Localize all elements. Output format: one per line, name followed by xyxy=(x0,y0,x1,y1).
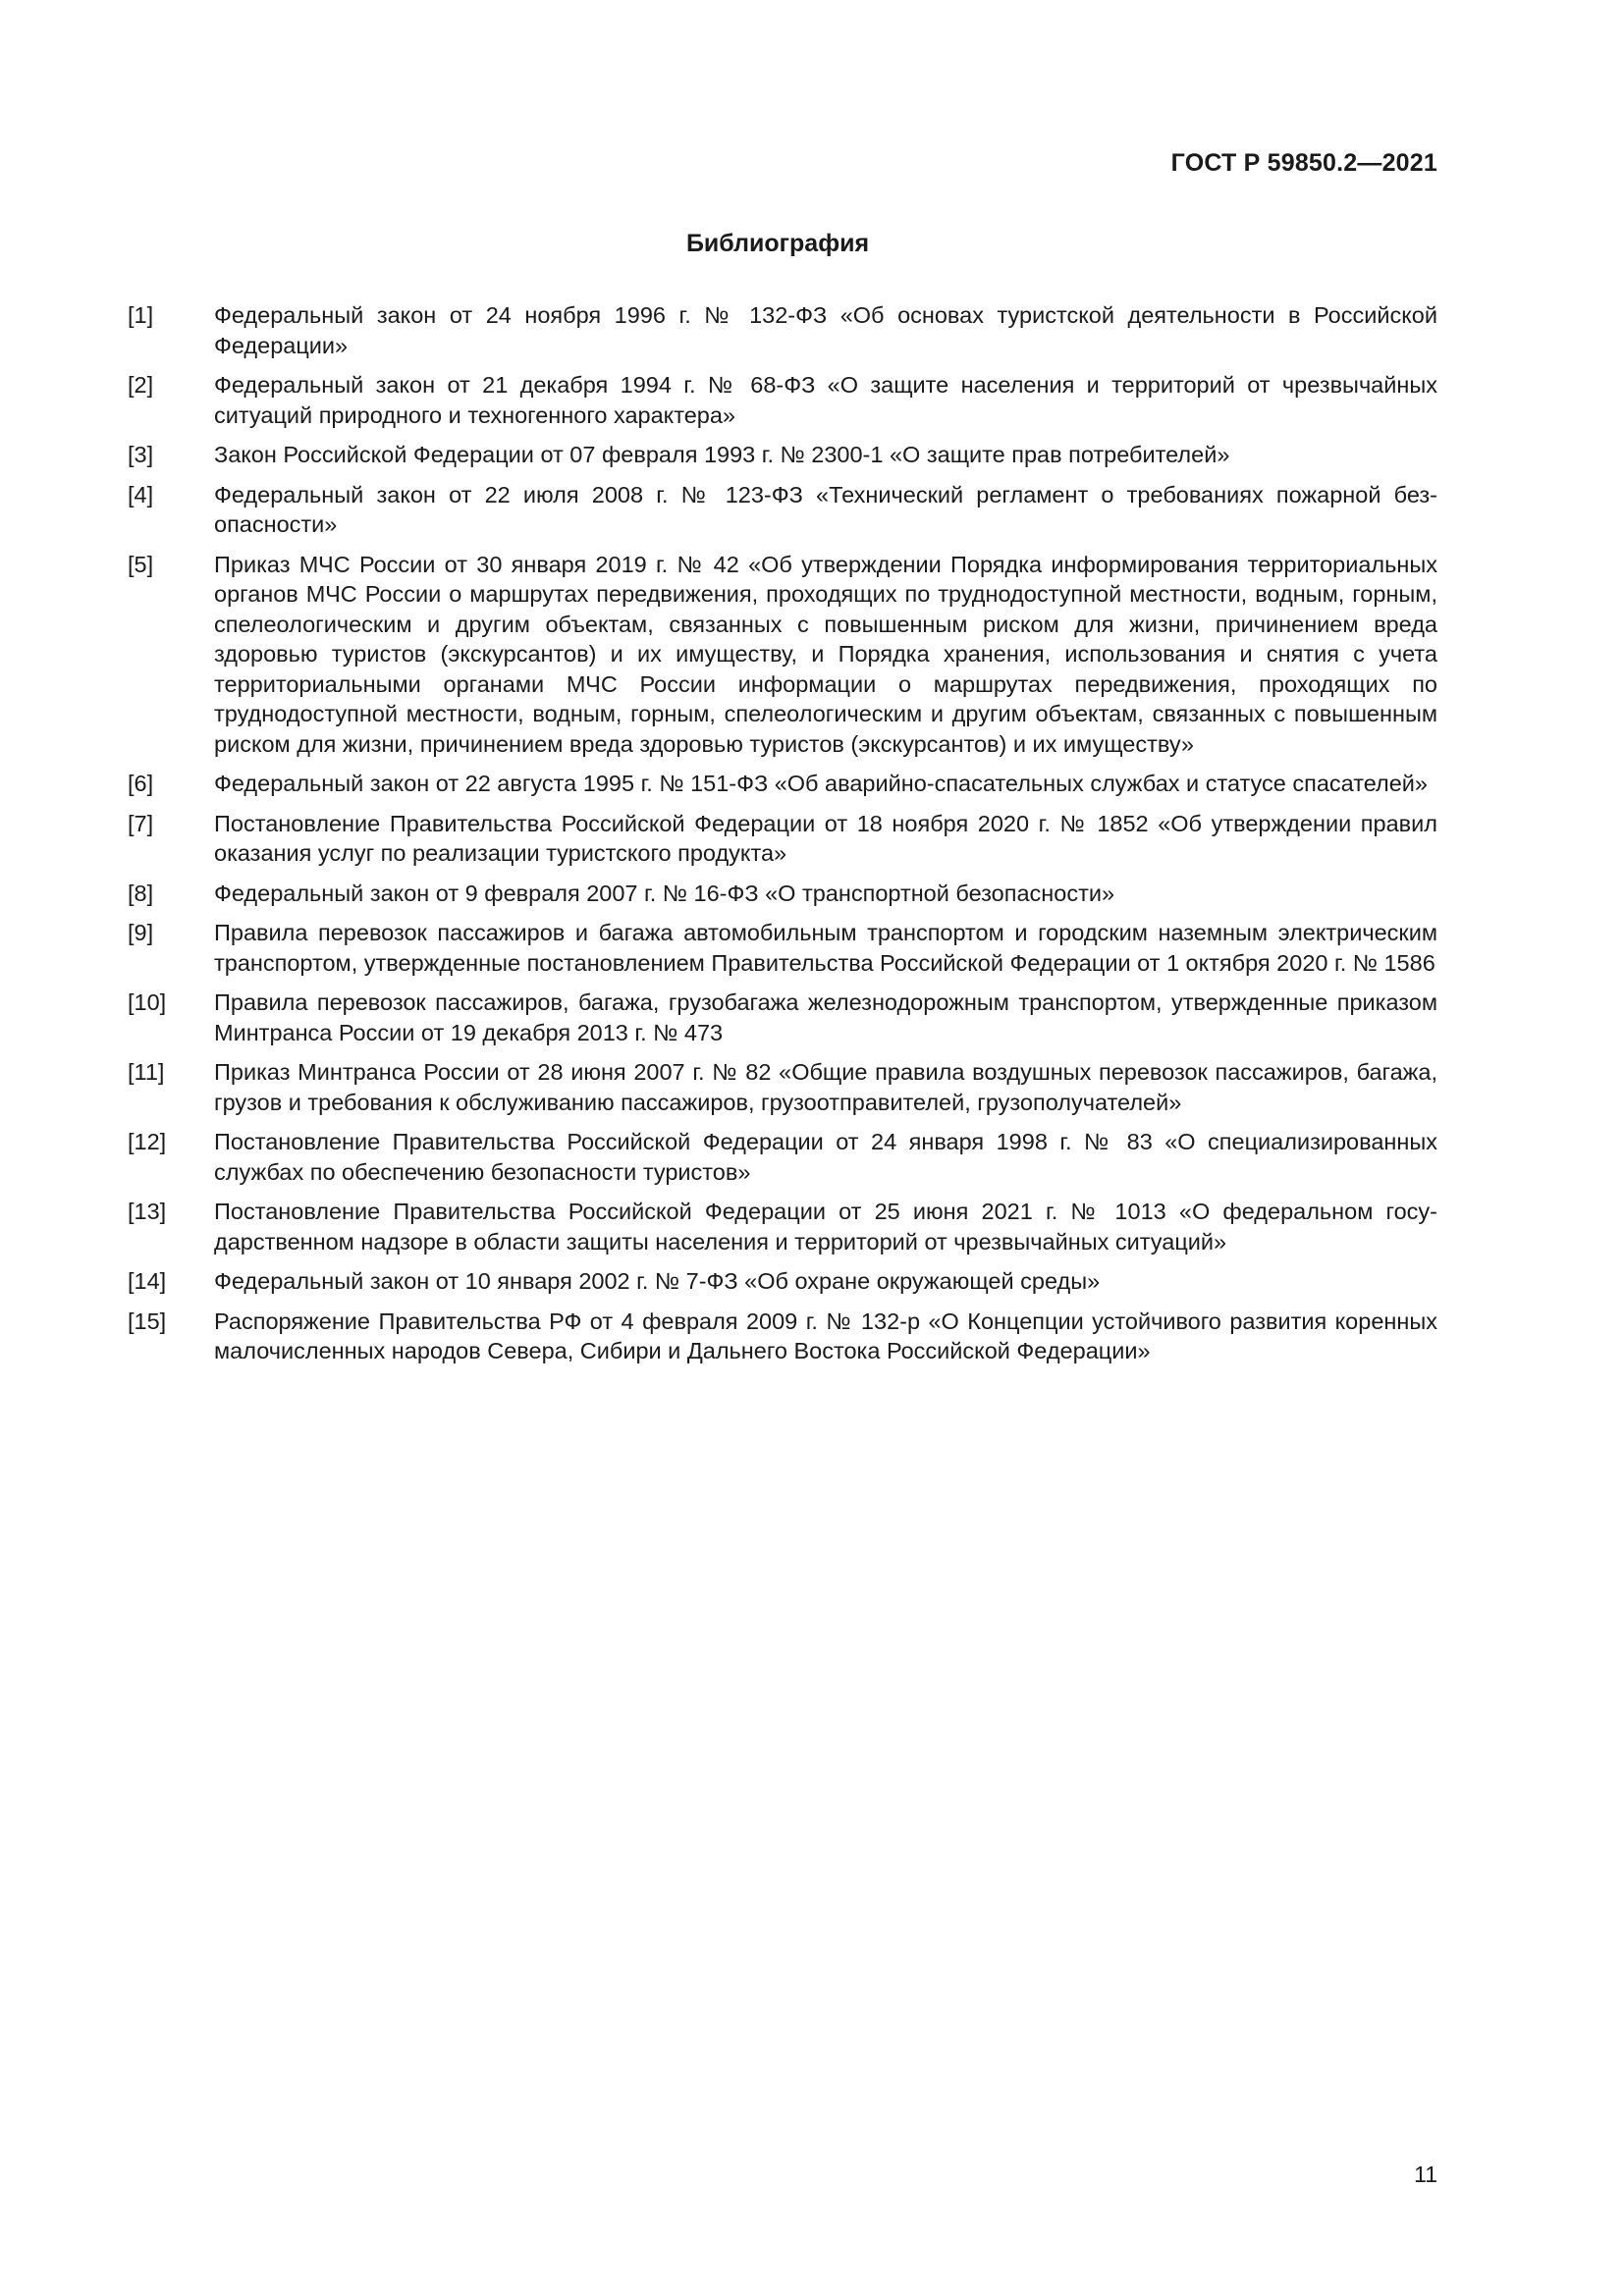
bibliography-number: [10] xyxy=(128,989,167,1015)
bibliography-text: Постановление Правительства Российской Федерации от 25 июня 2021 г. № 1013 «О федеральном государственном надзоре в области защиты населения и территорий от чрезвычайных ситуаций» xyxy=(214,1199,1437,1255)
bibliography-number: [2] xyxy=(128,372,154,398)
bibliography-item xyxy=(128,300,1437,360)
bibliography-number: [15] xyxy=(128,1308,167,1334)
bibliography-text: Правила перевозок пассажиров, багажа, грузобагажа железнодорожным транспортом, утвержденные приказом Минтранса России от 19 декабря 2013 г. № 473 xyxy=(214,989,1437,1045)
bibliography-item xyxy=(128,809,1437,869)
bibliography-number: [8] xyxy=(128,880,154,906)
bibliography-number: [7] xyxy=(128,810,154,836)
bibliography-item xyxy=(128,440,1437,470)
bibliography-text: Федеральный закон от 9 февраля 2007 г. № 16-ФЗ «О транспортной безопасности» xyxy=(214,880,1115,906)
bibliography-item xyxy=(128,988,1437,1047)
bibliography-text: Постановление Правительства Российской Федерации от 18 ноября 2020 г. № 1852 «Об утверждении правил оказания услуг по реализации туристского продукта» xyxy=(214,810,1437,866)
bibliography-item xyxy=(128,1197,1437,1256)
bibliography-text: Постановление Правительства Российской Федерации от 24 января 1998 г. № 83 «О специализированных службах по обеспечению безопасности туристов» xyxy=(214,1129,1437,1185)
bibliography-item xyxy=(128,918,1437,978)
bibliography-text: Федеральный закон от 21 декабря 1994 г. № 68-ФЗ «О защите населения и территорий от чрезвычайных ситуаций природного и техногенного характера» xyxy=(214,372,1437,428)
bibliography-number: [5] xyxy=(128,551,154,577)
bibliography-item xyxy=(128,769,1437,799)
bibliography-number: [4] xyxy=(128,481,154,507)
document-code: ГОСТ Р 59850.2—2021 xyxy=(1170,149,1437,177)
bibliography-text: Федеральный закон от 22 августа 1995 г. № 151-ФЗ «Об аварийно-спасательных службах и статусе спасателей» xyxy=(214,771,1428,796)
bibliography-item xyxy=(128,1266,1437,1297)
bibliography-number: [6] xyxy=(128,771,154,796)
bibliography-number: [11] xyxy=(128,1059,165,1085)
bibliography-list xyxy=(128,300,1437,1376)
bibliography-text: Федеральный закон от 24 ноября 1996 г. № 132-ФЗ «Об основах туристской деятельности в Российской Федерации» xyxy=(214,302,1437,358)
bibliography-item xyxy=(128,550,1437,760)
bibliography-text: Правила перевозок пассажиров и багажа автомобильным транспортом и городским наземным электрическим транспортом, утвержденные постановлением Правительства Российской Федерации от 1 октября 2020 г. № 1586 xyxy=(214,920,1437,976)
bibliography-item xyxy=(128,879,1437,909)
bibliography-text: Закон Российской Федерации от 07 февраля 1993 г. № 2300-1 «О защите прав потребителей» xyxy=(214,442,1230,467)
bibliography-number: [3] xyxy=(128,442,154,467)
bibliography-item xyxy=(128,1057,1437,1117)
bibliography-item xyxy=(128,370,1437,430)
bibliography-number: [9] xyxy=(128,920,154,945)
bibliography-number: [1] xyxy=(128,302,154,328)
bibliography-text: Распоряжение Правительства РФ от 4 февраля 2009 г. № 132-р «О Концепции устойчивого развития коренных малочисленных народов Севера, Сибири и Дальнего Востока Российской Федерации» xyxy=(214,1308,1437,1363)
section-title: Библиография xyxy=(685,230,870,257)
bibliography-text: Федеральный закон от 22 июля 2008 г. № 123-ФЗ «Технический регламент о требованиях пожарной безопасности» xyxy=(214,481,1437,537)
bibliography-number: [13] xyxy=(128,1199,167,1224)
bibliography-number: [14] xyxy=(128,1268,167,1294)
bibliography-text: Приказ Минтранса России от 28 июня 2007 г. № 82 «Общие правила воздушных перевозок пассажиров, багажа, грузов и требования к обслуживанию пассажиров, грузоотправителей, грузополучателей» xyxy=(214,1059,1437,1115)
bibliography-number: [12] xyxy=(128,1129,167,1154)
bibliography-item xyxy=(128,1307,1437,1366)
bibliography-text: Приказ МЧС России от 30 января 2019 г. № 42 «Об утверждении Порядка информирования территориальных органов МЧС России о маршрутах передвижения, проходящих по труднодоступной местности, водным, горным, спелеологическим и другим объектам, связанных с повышенным риском для жизни, причинением вреда здоровью туристов (экскурсантов) и их имуществу, и Порядка хранения, использования и снятия с учета территориальными органами МЧС России информации о маршрутах передвижения, проходящих по труднодоступной местности, водным, горным, спелеологическим и другим объектам, связанных с повышенным риском для жизни, причинением вреда здоровью туристов (экскурсантов) и их имуществу» xyxy=(214,551,1437,757)
bibliography-text: Федеральный закон от 10 января 2002 г. № 7-ФЗ «Об охране окружающей среды» xyxy=(214,1268,1101,1294)
bibliography-item xyxy=(128,480,1437,540)
bibliography-item xyxy=(128,1127,1437,1187)
page-number: 11 xyxy=(1414,2162,1437,2187)
